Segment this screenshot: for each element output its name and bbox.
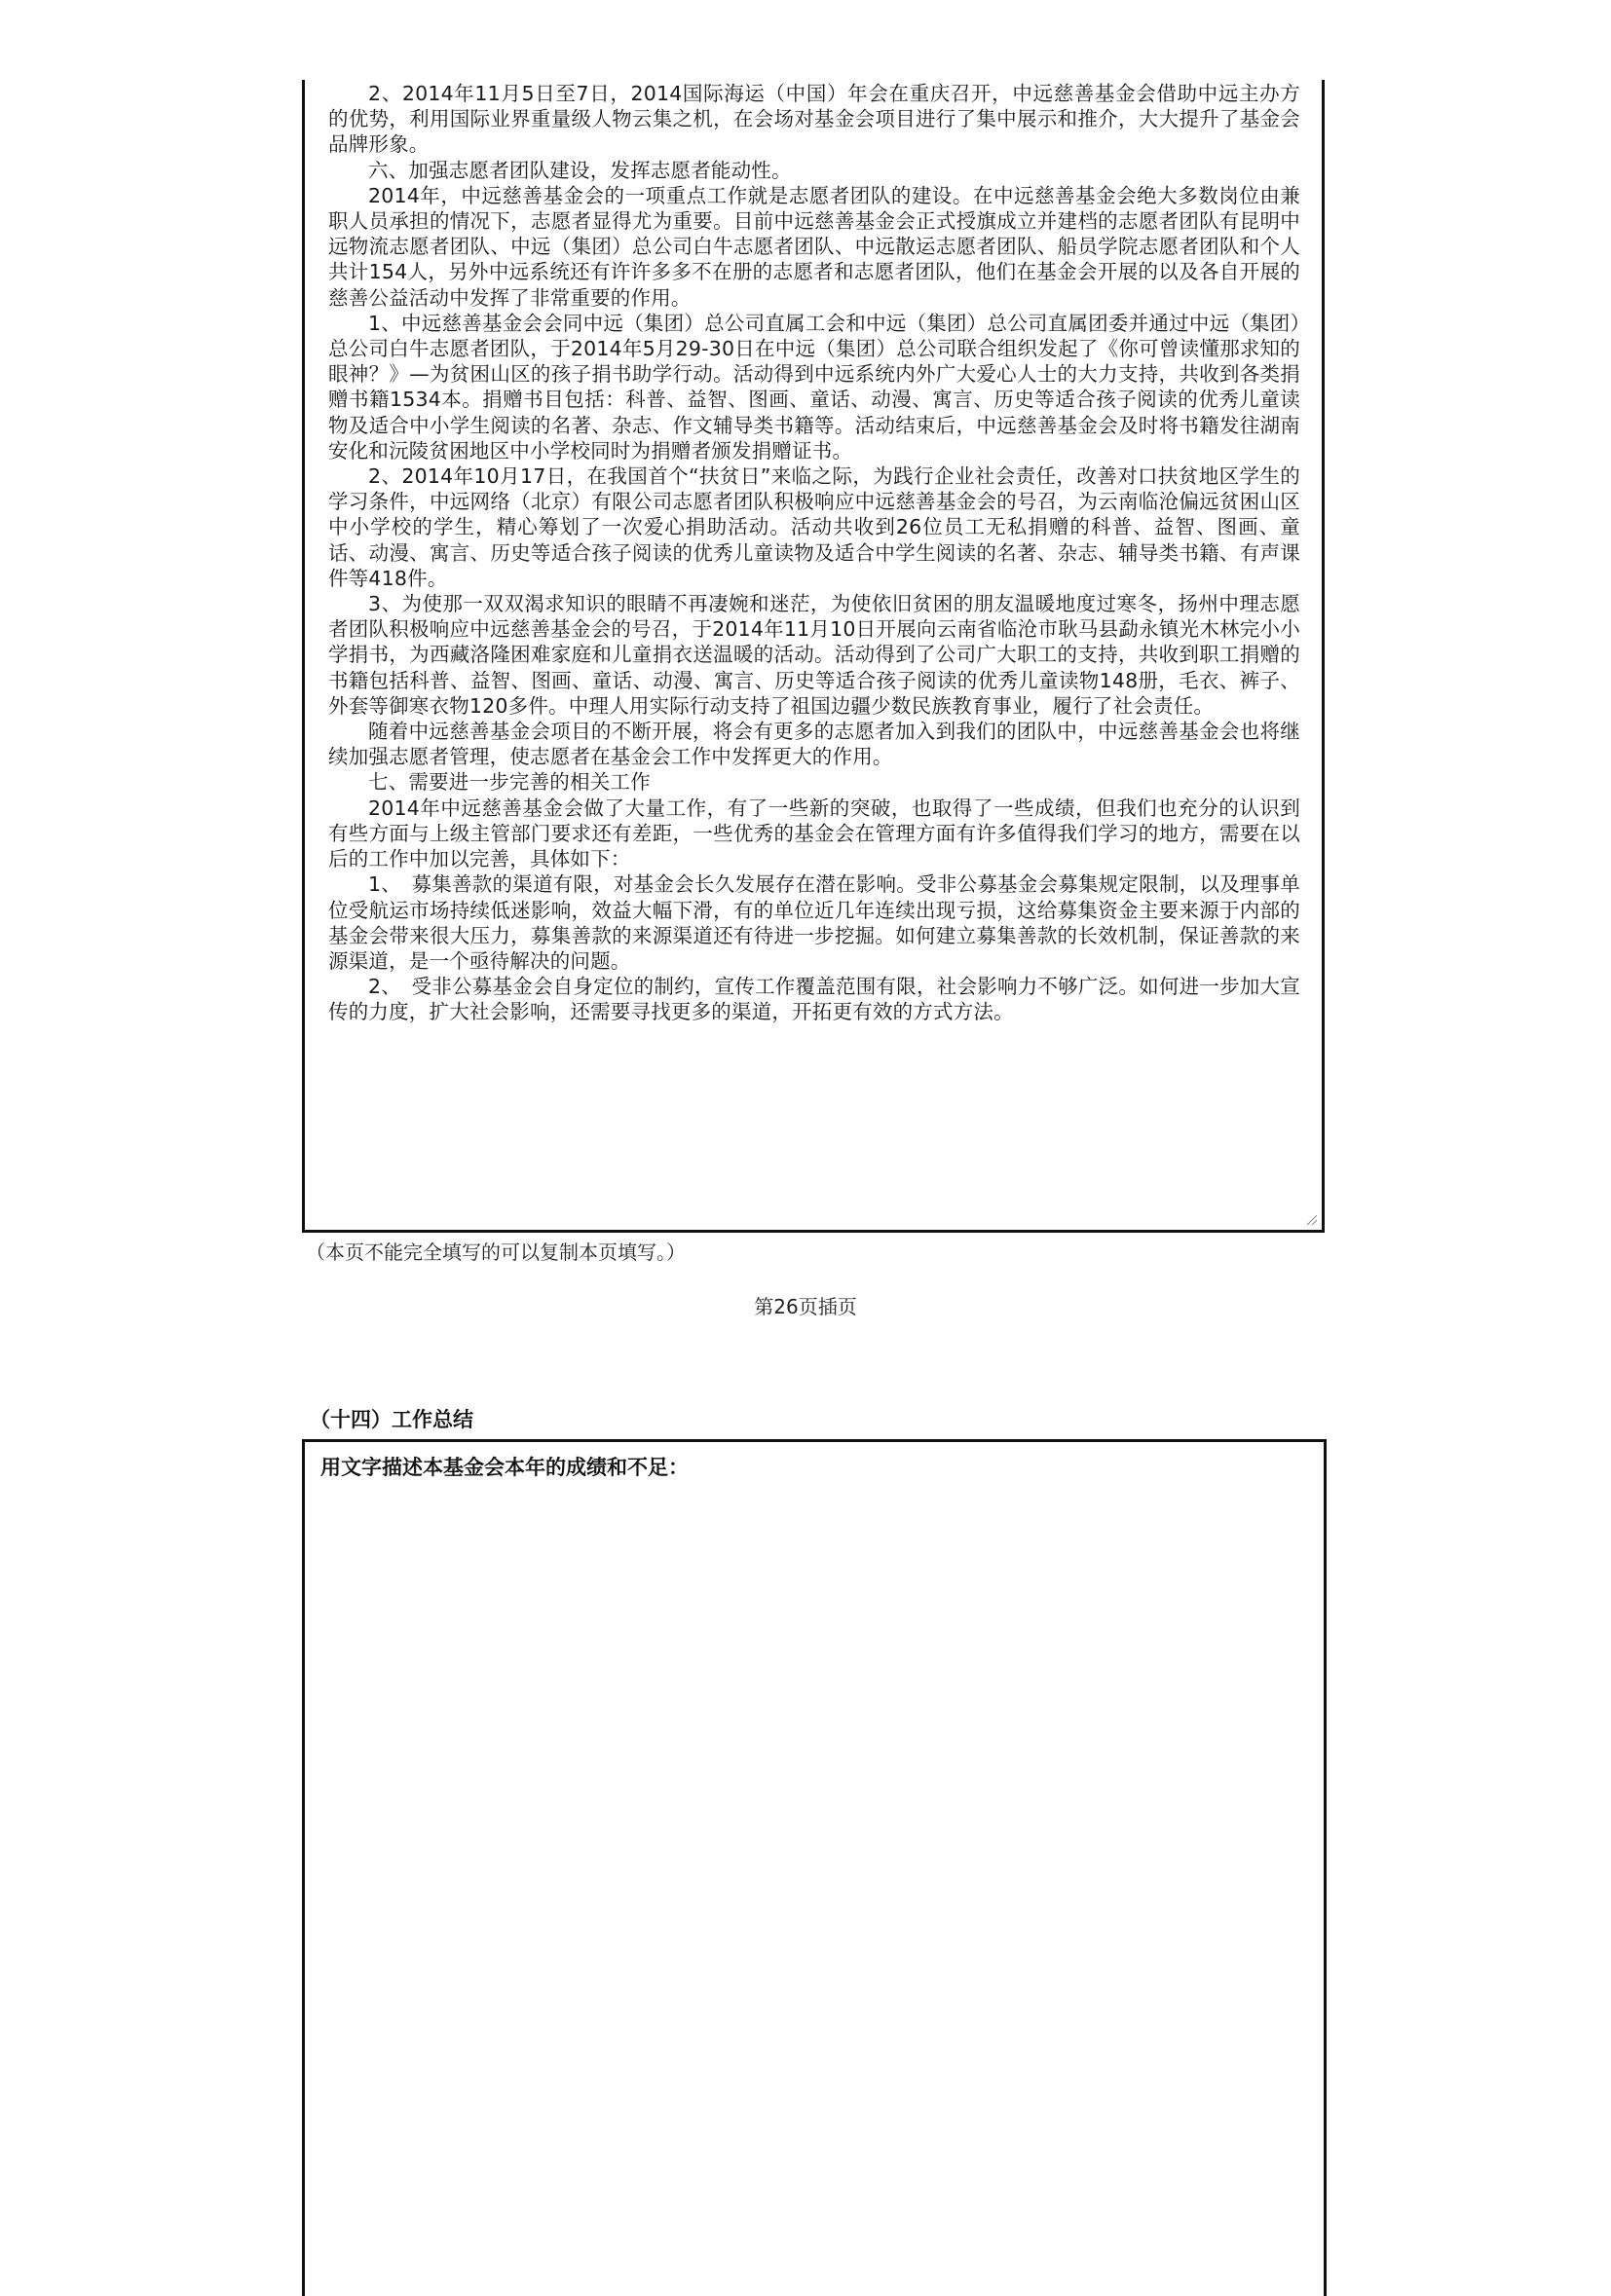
copy-page-note: （本页不能完全填写的可以复制本页填写。） [306,1241,686,1264]
resize-grip-icon[interactable] [1304,1212,1318,1226]
paragraph: 2、 受非公募基金会自身定位的制约，宣传工作覆盖范围有限，社会影响力不够广泛。如何进一步加大宣传的力度，扩大社会影响，还需要寻找更多的渠道，开拓更有效的方式方法。 [328,975,1300,1024]
paragraph: 2014年，中远慈善基金会的一项重点工作就是志愿者团队的建设。在中远慈善基金会绝大多数岗位由兼职人员承担的情况下，志愿者显得尤为重要。目前中远慈善基金会正式授旗成立并建档的志愿者团队有昆明中远物流志愿者团队、中远（集团）总公司白牛志愿者团队、中远散运志愿者团队、船员学院志愿者团队和个人共计154人，另外中远系统还有许许多多不在册的志愿者和志愿者团队，他们在基金会开展的以及各自开展的慈善公益活动中发挥了非常重要的作用。 [328,183,1300,310]
paragraph: 1、中远慈善基金会会同中远（集团）总公司直属工会和中远（集团）总公司直属团委并通过中远（集团）总公司白牛志愿者团队，于2014年5月29-30日在中远（集团）总公司联合组织发起了《你可曾读懂那求知的眼神？》—为贫困山区的孩子捐书助学行动。活动得到中远系统内外广大爱心人士的大力支持，共收到各类捐赠书籍1534本。捐赠书目包括：科普、益智、图画、童话、动漫、寓言、历史等适合孩子阅读的优秀儿童读物及适合中小学生阅读的名著、杂志、作文辅导类书籍等。活动结束后，中远慈善基金会及时将书籍发往湖南安化和沅陵贫困地区中小学校同时为捐赠者颁发捐赠证书。 [328,311,1300,463]
section-heading-volunteers: 六、加强志愿者团队建设，发挥志愿者能动性。 [368,158,792,182]
section-heading-improvements: 七、需要进一步完善的相关工作 [368,770,651,795]
work-summary-box[interactable] [302,1439,1327,2296]
paragraph: 2、2014年10月17日，在我国首个“扶贫日”来临之际，为践行企业社会责任，改善对口扶贫地区学生的学习条件，中远网络（北京）有限公司志愿者团队积极响应中远慈善基金会的号召，为云南临沧偏远贫困山区中小学校的学生，精心筹划了一次爱心捐助活动。活动共收到26位员工无私捐赠的科普、益智、图画、童话、动漫、寓言、历史等适合孩子阅读的优秀儿童读物及适合中学生阅读的名著、杂志、辅导类书籍、有声课件等418件。 [328,464,1300,590]
paragraph: 1、 募集善款的渠道有限，对基金会长久发展存在潜在影响。受非公募基金会募集规定限制，以及理事单位受航运市场持续低迷影响，效益大幅下滑，有的单位近几年连续出现亏损，这给募集资金主要来源于内部的基金会带来很大压力，募集善款的来源渠道还有待进一步挖掘。如何建立募集善款的长效机制，保证善款的来源渠道，是一个亟待解决的问题。 [328,872,1300,973]
work-summary-prompt: 用文字描述本基金会本年的成绩和不足： [320,1456,689,1479]
report-text-content [328,81,1300,1025]
paragraph: 2014年中远慈善基金会做了大量工作，有了一些新的突破，也取得了一些成绩，但我们也充分的认识到有些方面与上级主管部门要求还有差距，一些优秀的基金会在管理方面有许多值得我们学习的地方，需要在以后的工作中加以完善，具体如下： [328,796,1300,871]
paragraph: 2、2014年11月5日至7日，2014国际海运（中国）年会在重庆召开，中远慈善基金会借助中远主办方的优势，利用国际业界重量级人物云集之机，在会场对基金会项目进行了集中展示和推介，大大提升了基金会品牌形象。 [328,82,1300,157]
page-reference: 第26页插页 [754,1295,857,1318]
work-summary-heading: （十四）工作总结 [310,1408,473,1431]
report-text-box[interactable] [302,80,1325,1233]
paragraph: 3、为使那一双双渴求知识的眼睛不再凄婉和迷茫，为使依旧贫困的朋友温暖地度过寒冬，扬州中理志愿者团队积极响应中远慈善基金会的号召，于2014年11月10日开展向云南省临沧市耿马县勐永镇光木林完小小学捐书，为西藏洛隆困难家庭和儿童捐衣送温暖的活动。活动得到了公司广大职工的支持，共收到职工捐赠的书籍包括科普、益智、图画、童话、动漫、寓言、历史等适合孩子阅读的优秀儿童读物148册，毛衣、裤子、外套等御寒衣物120多件。中理人用实际行动支持了祖国边疆少数民族教育事业，履行了社会责任。 [328,592,1300,718]
paragraph: 随着中远慈善基金会项目的不断开展，将会有更多的志愿者加入到我们的团队中，中远慈善基金会也将继续加强志愿者管理，使志愿者在基金会工作中发挥更大的作用。 [328,720,1300,769]
